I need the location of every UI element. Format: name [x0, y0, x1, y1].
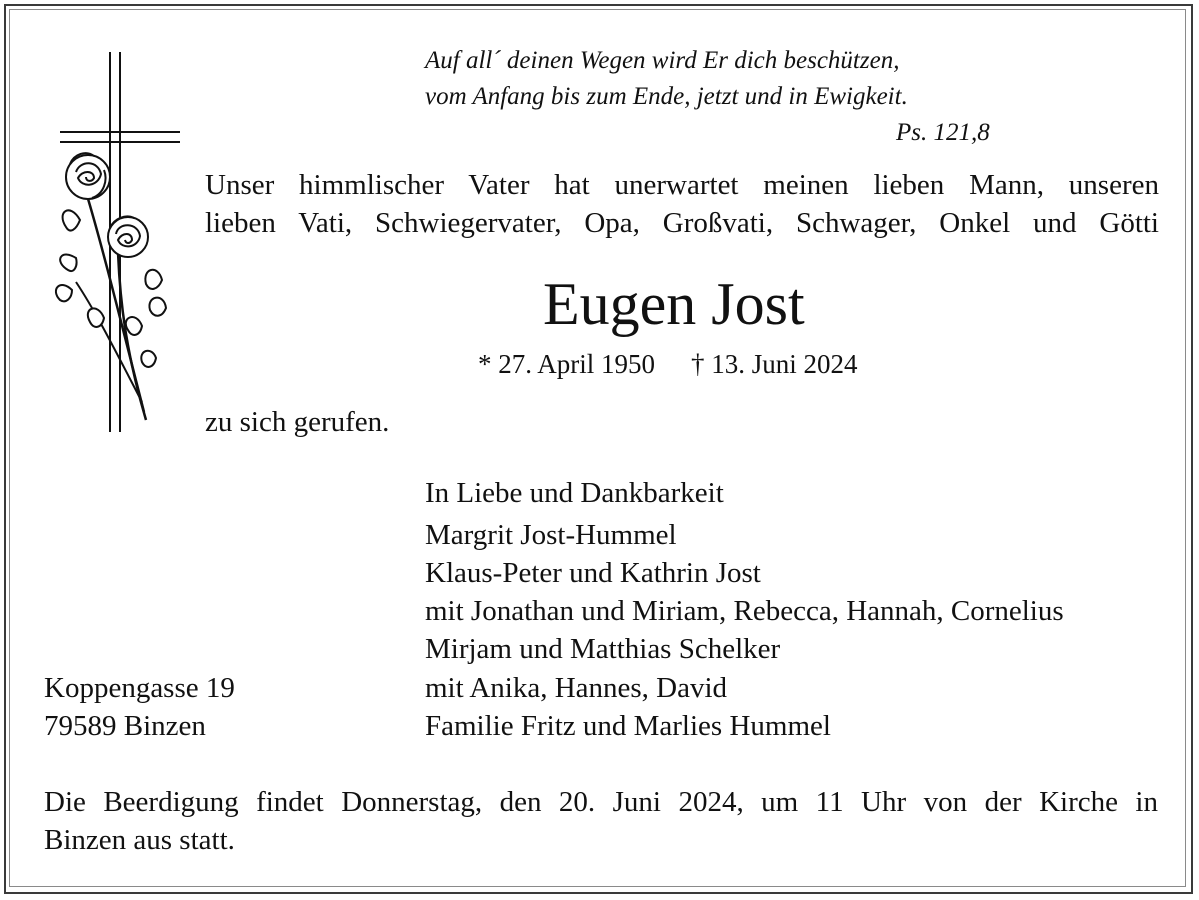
verse-reference: Ps. 121,8	[896, 119, 990, 146]
funeral-line-2: Binzen aus statt.	[44, 824, 235, 856]
address-street: Koppengasse 19	[44, 672, 235, 704]
mourner-name: Familie Fritz und Marlies Hummel	[425, 710, 831, 742]
called-home-text: zu sich gerufen.	[205, 406, 390, 438]
mourner-name: Margrit Jost-Hummel	[425, 519, 677, 551]
cross-with-roses-icon	[46, 52, 186, 442]
deceased-name: Eugen Jost	[543, 271, 805, 337]
verse-line-2: vom Anfang bis zum Ende, jetzt und in Ewigkeit.	[425, 83, 908, 110]
birth-date: * 27. April 1950	[478, 349, 656, 379]
funeral-line-1: Die Beerdigung findet Donnerstag, den 20. Juni 2024, um 11 Uhr von der Kirche in	[44, 786, 1158, 818]
death-date: † 13. Juni 2024	[691, 349, 858, 379]
announcement-line-2: lieben Vati, Schwiegervater, Opa, Großvati, Schwager, Onkel und Götti	[205, 207, 1159, 239]
mourner-name: mit Anika, Hannes, David	[425, 672, 728, 704]
mourner-name: Klaus-Peter und Kathrin Jost	[425, 557, 761, 589]
verse-line-1: Auf all´ deinen Wegen wird Er dich beschützen,	[425, 47, 900, 74]
mourners-intro: In Liebe und Dankbarkeit	[425, 477, 724, 509]
mourner-name: mit Jonathan und Miriam, Rebecca, Hannah, Cornelius	[425, 595, 1064, 627]
address-city: 79589 Binzen	[44, 710, 206, 742]
mourner-name: Mirjam und Matthias Schelker	[425, 633, 781, 665]
announcement-line-1: Unser himmlischer Vater hat unerwartet meinen lieben Mann, unseren	[205, 169, 1159, 201]
